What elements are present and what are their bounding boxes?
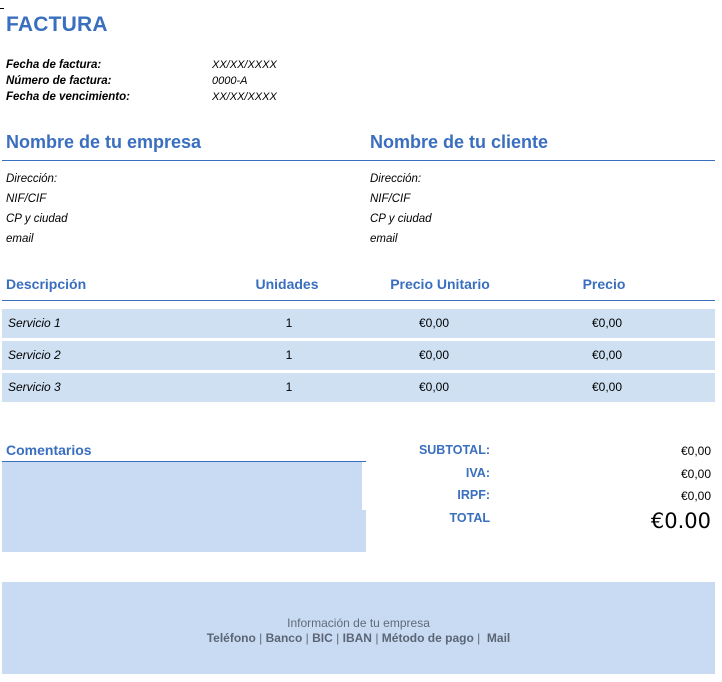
footer-bic: BIC xyxy=(312,631,333,645)
footer-phone: Teléfono xyxy=(206,631,256,645)
iva-value: €0,00 xyxy=(680,467,711,481)
corner-mark xyxy=(0,8,4,9)
column-header-units: Unidades xyxy=(255,276,319,292)
footer-separator: | xyxy=(477,631,481,645)
invoice-date-label: Fecha de factura: xyxy=(6,59,102,71)
comments-title: Comentarios xyxy=(6,442,92,458)
footer-separator: | xyxy=(259,631,263,645)
row-units: 1 xyxy=(285,348,293,362)
footer-separator: | xyxy=(375,631,379,645)
row-description: Servicio 2 xyxy=(8,348,61,362)
invoice-number-value: 0000-A xyxy=(212,75,248,87)
table-row xyxy=(2,309,715,338)
company-tax-id: NIF/CIF xyxy=(6,193,47,205)
row-unit-price: €0,00 xyxy=(418,316,449,330)
footer-bank: Banco xyxy=(265,631,303,645)
invoice-date-value: XX/XX/XXXX xyxy=(212,59,277,71)
column-header-unit-price: Precio Unitario xyxy=(390,276,490,292)
total-value: €0.00 xyxy=(650,509,711,533)
client-address: Dirección: xyxy=(370,173,422,185)
row-description: Servicio 1 xyxy=(8,316,61,330)
row-price: €0,00 xyxy=(591,348,622,362)
irpf-label: IRPF: xyxy=(457,488,490,502)
footer-iban: IBAN xyxy=(342,631,372,645)
row-units: 1 xyxy=(285,380,293,394)
iva-label: IVA: xyxy=(465,466,490,480)
column-header-description: Descripción xyxy=(6,276,87,292)
footer-contact-line xyxy=(2,631,715,645)
due-date-value: XX/XX/XXXX xyxy=(212,91,277,103)
footer-payment-method: Método de pago xyxy=(381,631,474,645)
client-name-title: Nombre de tu cliente xyxy=(370,132,549,152)
parties-divider xyxy=(2,160,715,161)
column-header-price: Precio xyxy=(582,276,626,292)
document-title: FACTURA xyxy=(6,13,108,36)
company-email: email xyxy=(6,233,34,245)
table-row xyxy=(2,341,715,370)
footer-mail: Mail xyxy=(486,631,511,645)
client-postal-city: CP y ciudad xyxy=(370,213,432,225)
row-unit-price: €0,00 xyxy=(418,380,449,394)
company-address: Dirección: xyxy=(6,173,58,185)
row-price: €0,00 xyxy=(591,316,622,330)
client-tax-id: NIF/CIF xyxy=(370,193,411,205)
footer-panel xyxy=(2,582,715,674)
row-unit-price: €0,00 xyxy=(418,348,449,362)
total-label: TOTAL xyxy=(449,511,490,525)
due-date-label: Fecha de vencimiento: xyxy=(6,91,130,103)
row-units: 1 xyxy=(285,316,293,330)
table-header-divider xyxy=(2,300,715,301)
subtotal-value: €0,00 xyxy=(680,444,711,458)
irpf-value: €0,00 xyxy=(680,489,711,503)
footer-separator: | xyxy=(305,631,309,645)
footer-company-info: Información de tu empresa xyxy=(287,616,430,630)
comments-box-notch xyxy=(362,462,366,510)
subtotal-label: SUBTOTAL: xyxy=(418,443,490,457)
company-name-title: Nombre de tu empresa xyxy=(6,132,202,152)
table-row xyxy=(2,373,715,402)
row-price: €0,00 xyxy=(591,380,622,394)
row-description: Servicio 3 xyxy=(8,380,61,394)
company-postal-city: CP y ciudad xyxy=(6,213,68,225)
comments-box[interactable] xyxy=(2,462,366,552)
invoice-number-label: Número de factura: xyxy=(6,75,112,87)
footer-separator: | xyxy=(336,631,340,645)
client-email: email xyxy=(370,233,398,245)
